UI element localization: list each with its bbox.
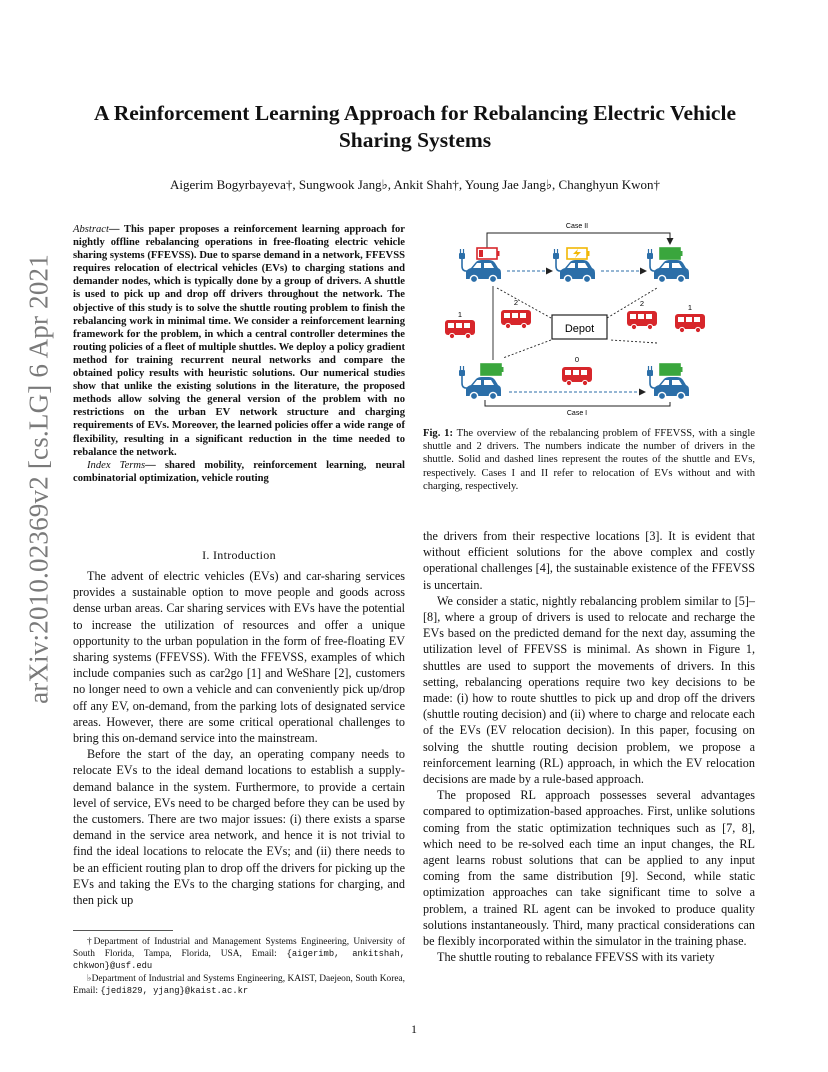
driver-count: 0 [574, 355, 580, 364]
case-1-route [485, 400, 670, 406]
abstract [73, 223, 405, 485]
abstract-text: — This paper proposes a reinforcement learning approach for nightly offline rebalancing operations in free-floating electric vehicle sharing systems (FFEVSS). Due to sparse demand in a network, FFEVSS requires relocation of electrical vehicles (EVs) to charging stations and demander nodes, which is typically done by a group of drivers. A shuttle is used to pick up and drop off drivers throughout the network. The objective of this study is to solve the shuttle routing problem to finish the rebalancing work in minimal time. We consider a reinforcement learning framework for the problem, in which a central controller determines the routing policies of a fleet of multiple shuttles. We deploy a policy gradient method for training recurrent neural networks and compare the obtained policy results with heuristic solutions. Our numerical studies show that unlike the existing solutions in the literature, the proposed methods allow solving the general version of the problem with no restrictions on the urban EV network structure and charging requirements of EVs. Moreover, the learned policies offer a wide range of flexibility, resulting in a significant reduction in the time needed to rebalance the network. [73, 224, 405, 458]
ev-car-icon [560, 260, 595, 283]
right-column-body [423, 528, 755, 965]
case-2-route [487, 233, 670, 248]
index-terms [73, 459, 405, 485]
battery-full-icon [660, 248, 683, 259]
index-terms-label: Index Terms [87, 459, 146, 471]
right-paragraph-2: We consider a static, nightly rebalancing problem similar to [5]–[8], where a group of drivers is used to relocate and recharge the EVs based on the predicted demand for the next day, assuming the utilization level of FFEVSS is minimal. As shown in Figure 1, shuttles are used to support the movements of drivers. In this setting, rebalancing operations require two key decisions to be made: (i) how to route shuttles to pick up and drop off the drivers (shuttle routing decision) and (ii) where to charge and relocate each of the EVs (EV relocation decision). In this paper, focusing on solving the shuttle routing decision problem, we propose a reinforcement learning (RL) approach, in which the EV relocation decisions are made by a rule-based approach. [423, 593, 755, 787]
ev-car-icon [654, 260, 689, 283]
shuttle-icon [627, 311, 657, 330]
plug-icon [647, 249, 656, 271]
case-1-label: Case I [566, 410, 588, 417]
figure-caption [423, 427, 755, 493]
footnote-2-text: ♭Department of Industrial and Systems Engineering, KAIST, Daejeon, South Korea, Email: [73, 973, 405, 996]
plug-icon [553, 249, 562, 271]
left-column-body [73, 568, 405, 908]
ev-car-icon [654, 377, 689, 400]
depot-label: Depot [564, 323, 595, 335]
abstract-label: Abstract [73, 224, 109, 235]
driver-count: 1 [687, 303, 693, 312]
plug-icon [459, 366, 468, 388]
battery-full-icon [481, 364, 504, 375]
title-line-1: A Reinforcement Learning Approach for Rebalancing Electric Vehicle [94, 101, 736, 125]
case-2-label: Case II [565, 223, 589, 230]
footnote-2-email: {jedi829, yjang}@kaist.ac.kr [100, 985, 249, 996]
figure-1 [425, 218, 755, 418]
shuttle-route [610, 340, 657, 343]
battery-red-icon [477, 248, 500, 259]
footnotes [73, 936, 405, 997]
intro-paragraph-1: The advent of electric vehicles (EVs) and car-sharing services provides a sustainable option to move people and goods across dense urban areas. Car sharing services with EVs have the potential to increase the utilization of resources and offer a unique opportunity to the urban population in the form of free-floating EV sharing systems (FFEVSS). With the FFEVSS, examples of which include companies such as car2go [1] and WeShare [2], customers no longer need to own a vehicle and can conveniently pick up/drop off any EV, on-demand, from the parking lots of designated service areas. However, there are some critical operational challenges to bring this on-demand service into the mainstream. [73, 569, 405, 746]
shuttle-icon [675, 314, 705, 333]
section-heading: I. Introduction [202, 548, 276, 562]
plug-icon [647, 366, 656, 388]
driver-count: 2 [513, 298, 519, 307]
abstract-paragraph [73, 223, 405, 459]
paper-title [70, 100, 760, 154]
footnote-1-text: †Department of Industrial and Management Systems Engineering, University of South Florida, Tampa, Florida, USA, Email: [73, 937, 405, 960]
title-line-2: Sharing Systems [338, 128, 492, 152]
driver-count: 1 [457, 310, 463, 319]
footnote-2 [73, 973, 405, 997]
footnote-1 [73, 936, 405, 973]
right-paragraph-1: the drivers from their respective locations [3]. It is evident that without efficient solutions for the above complex and costly operational challenges [4], the sustainable existence of the FFEVSS is uncertain. [423, 529, 755, 592]
shuttle-icon [445, 320, 475, 339]
ev-car-icon [466, 377, 501, 400]
shuttle-route [503, 340, 551, 358]
right-paragraph-3: The proposed RL approach possesses several advantages compared to optimization-based approaches. First, unlike solutions coming from the static optimization techniques such as [7, 8], which need to be re-solved each time an input changes, the RL agent learns robust solutions that can be applied to any input coming from the same distribution [9]. Second, while static optimization approaches can take significant time to solve a problem, a trained RL agent can be invoked to produce quality solutions instantaneously. Third, many practical considerations can be flexibly incorporated within the simulator in the training phase. [423, 788, 755, 949]
page-number: 1 [411, 1022, 417, 1036]
index-terms-text: — shared mobility, reinforcement learning, neural combinatorial optimization, vehicle routing [73, 459, 405, 484]
footnote-rule [73, 930, 173, 931]
driver-count: 2 [639, 299, 645, 308]
arxiv-identifier: arXiv:2010.02369v2 [cs.LG] 6 Apr 2021 [23, 254, 54, 704]
author-list: Aigerim Bogyrbayeva†, Sungwook Jang♭, Ankit Shah†, Young Jae Jang♭, Changhyun Kwon† [170, 177, 660, 192]
ev-car-icon [466, 260, 501, 283]
shuttle-icon [501, 310, 531, 329]
footnote-1-email: {aigerimb, ankitshah, chkwon}@usf.edu [73, 949, 405, 972]
caption-text: The overview of the rebalancing problem of FFEVSS, with a single shuttle and 2 drivers. The numbers indicate the number of drivers in the shuttle. Solid and dashed lines represent the routes of the shuttle and EVs, respectively. Cases I and II refer to relocation of EVs without and with charging, respectively. [423, 428, 756, 492]
shuttle-icon [562, 367, 592, 386]
battery-charging-icon [567, 248, 590, 259]
intro-paragraph-2: Before the start of the day, an operating company needs to relocate EVs to the ideal demand locations to establish a supply-demand balance in the system. Furthermore, to provide a certain level of service, EVs need to be charged before they can be used by the customers. There are two major issues: (i) there exists a sparse demand in the service area network, and hence it is not trivial to find the ideal locations to relocate the EVs; and (ii) there needs to be an efficient routing plan to drop off the drivers for picking up the EVs and taking the EVs to the charging stations for charging, and then pick up [73, 747, 405, 908]
battery-full-icon [660, 364, 683, 375]
right-paragraph-4: The shuttle routing to rebalance FFEVSS with its variety [437, 950, 715, 965]
plug-icon [459, 249, 468, 271]
caption-label: Fig. 1: [423, 428, 453, 439]
